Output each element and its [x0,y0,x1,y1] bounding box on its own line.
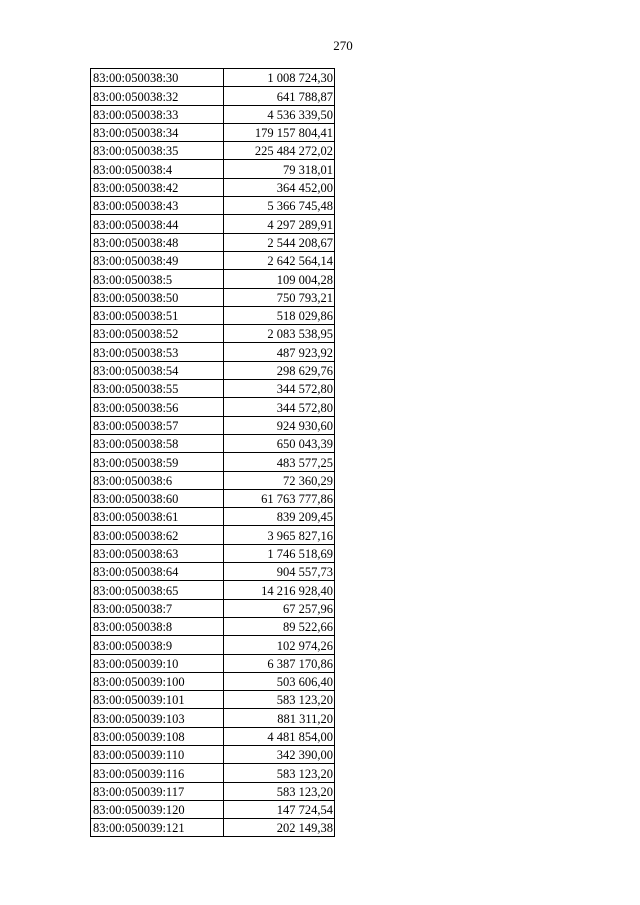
table-row [91,544,335,562]
table-row [91,398,335,416]
cadastral-number-cell: 83:00:050038:56 [91,398,224,416]
cadastral-value-cell: 344 572,80 [224,398,335,416]
cadastral-number-cell: 83:00:050038:32 [91,87,224,105]
cadastral-number-cell: 83:00:050038:49 [91,251,224,269]
table-row [91,526,335,544]
cadastral-number-cell: 83:00:050038:42 [91,178,224,196]
cadastral-number-cell: 83:00:050039:117 [91,782,224,800]
cadastral-value-cell: 583 123,20 [224,691,335,709]
cadastral-number-cell: 83:00:050038:50 [91,288,224,306]
cadastral-number-cell: 83:00:050038:65 [91,581,224,599]
cadastral-number-cell: 83:00:050039:110 [91,745,224,763]
cadastral-value-cell: 487 923,92 [224,343,335,361]
cadastral-value-cell: 583 123,20 [224,782,335,800]
cadastral-number-cell: 83:00:050038:6 [91,471,224,489]
cadastral-value-table [90,68,335,837]
page-number: 270 [333,38,353,53]
cadastral-number-cell: 83:00:050039:121 [91,819,224,837]
table-row [91,123,335,141]
cadastral-value-cell: 4 536 339,50 [224,105,335,123]
cadastral-value-cell: 483 577,25 [224,453,335,471]
cadastral-number-cell: 83:00:050038:54 [91,361,224,379]
table-row [91,599,335,617]
table-row [91,508,335,526]
cadastral-value-cell: 109 004,28 [224,270,335,288]
cadastral-value-cell: 202 149,38 [224,819,335,837]
cadastral-number-cell: 83:00:050038:48 [91,233,224,251]
table-row [91,160,335,178]
cadastral-value-cell: 342 390,00 [224,745,335,763]
cadastral-number-cell: 83:00:050038:9 [91,636,224,654]
cadastral-value-cell: 364 452,00 [224,178,335,196]
cadastral-value-cell: 750 793,21 [224,288,335,306]
cadastral-value-cell: 89 522,66 [224,617,335,635]
table-row [91,69,335,87]
cadastral-value-cell: 102 974,26 [224,636,335,654]
cadastral-value-cell: 72 360,29 [224,471,335,489]
table-row [91,471,335,489]
cadastral-number-cell: 83:00:050038:55 [91,380,224,398]
table-row [91,361,335,379]
table-row [91,178,335,196]
table-row [91,764,335,782]
table-row [91,87,335,105]
cadastral-number-cell: 83:00:050038:62 [91,526,224,544]
cadastral-value-cell: 3 965 827,16 [224,526,335,544]
table-row [91,142,335,160]
table-row [91,782,335,800]
cadastral-value-cell: 14 216 928,40 [224,581,335,599]
table-row [91,233,335,251]
table-row [91,215,335,233]
cadastral-value-cell: 6 387 170,86 [224,654,335,672]
cadastral-value-cell: 1 746 518,69 [224,544,335,562]
table-row [91,617,335,635]
table-row [91,709,335,727]
table-row [91,654,335,672]
cadastral-number-cell: 83:00:050038:60 [91,489,224,507]
table-row [91,288,335,306]
cadastral-number-cell: 83:00:050038:57 [91,416,224,434]
table-row [91,727,335,745]
cadastral-number-cell: 83:00:050038:63 [91,544,224,562]
table-row [91,819,335,837]
table-row [91,489,335,507]
cadastral-value-cell: 2 083 538,95 [224,325,335,343]
cadastral-number-cell: 83:00:050038:43 [91,197,224,215]
cadastral-number-cell: 83:00:050039:108 [91,727,224,745]
table-row [91,563,335,581]
table-row [91,251,335,269]
table-row [91,197,335,215]
cadastral-value-cell: 839 209,45 [224,508,335,526]
table-row [91,581,335,599]
cadastral-value-cell: 503 606,40 [224,672,335,690]
cadastral-number-cell: 83:00:050039:101 [91,691,224,709]
cadastral-value-cell: 518 029,86 [224,306,335,324]
cadastral-value-cell: 583 123,20 [224,764,335,782]
cadastral-number-cell: 83:00:050039:10 [91,654,224,672]
cadastral-number-cell: 83:00:050039:120 [91,800,224,818]
table-row [91,800,335,818]
cadastral-number-cell: 83:00:050039:103 [91,709,224,727]
cadastral-value-cell: 924 930,60 [224,416,335,434]
cadastral-value-cell: 298 629,76 [224,361,335,379]
cadastral-value-cell: 5 366 745,48 [224,197,335,215]
table-row [91,416,335,434]
cadastral-value-cell: 641 788,87 [224,87,335,105]
table-row [91,105,335,123]
cadastral-value-cell: 4 297 289,91 [224,215,335,233]
cadastral-number-cell: 83:00:050038:4 [91,160,224,178]
cadastral-value-cell: 61 763 777,86 [224,489,335,507]
cadastral-number-cell: 83:00:050038:7 [91,599,224,617]
cadastral-number-cell: 83:00:050038:8 [91,617,224,635]
cadastral-number-cell: 83:00:050038:61 [91,508,224,526]
cadastral-value-cell: 650 043,39 [224,434,335,452]
cadastral-number-cell: 83:00:050038:34 [91,123,224,141]
cadastral-value-cell: 179 157 804,41 [224,123,335,141]
cadastral-number-cell: 83:00:050038:52 [91,325,224,343]
table-row [91,380,335,398]
cadastral-value-cell: 147 724,54 [224,800,335,818]
cadastral-number-cell: 83:00:050038:35 [91,142,224,160]
table-row [91,325,335,343]
cadastral-value-cell: 79 318,01 [224,160,335,178]
cadastral-number-cell: 83:00:050038:53 [91,343,224,361]
table-row [91,691,335,709]
cadastral-number-cell: 83:00:050038:44 [91,215,224,233]
cadastral-value-cell: 225 484 272,02 [224,142,335,160]
table-row [91,306,335,324]
table-row [91,434,335,452]
table-row [91,270,335,288]
cadastral-number-cell: 83:00:050038:51 [91,306,224,324]
cadastral-value-cell: 4 481 854,00 [224,727,335,745]
cadastral-value-cell: 2 642 564,14 [224,251,335,269]
table-row [91,343,335,361]
table-row [91,672,335,690]
cadastral-number-cell: 83:00:050038:33 [91,105,224,123]
cadastral-number-cell: 83:00:050038:5 [91,270,224,288]
cadastral-number-cell: 83:00:050038:59 [91,453,224,471]
table-row [91,745,335,763]
cadastral-number-cell: 83:00:050039:100 [91,672,224,690]
cadastral-value-cell: 344 572,80 [224,380,335,398]
cadastral-number-cell: 83:00:050038:30 [91,69,224,87]
table-body [91,69,335,837]
cadastral-value-cell: 1 008 724,30 [224,69,335,87]
cadastral-value-cell: 881 311,20 [224,709,335,727]
cadastral-number-cell: 83:00:050039:116 [91,764,224,782]
cadastral-value-cell: 2 544 208,67 [224,233,335,251]
table-row [91,636,335,654]
cadastral-number-cell: 83:00:050038:64 [91,563,224,581]
table-row [91,453,335,471]
cadastral-value-cell: 67 257,96 [224,599,335,617]
cadastral-value-cell: 904 557,73 [224,563,335,581]
cadastral-number-cell: 83:00:050038:58 [91,434,224,452]
